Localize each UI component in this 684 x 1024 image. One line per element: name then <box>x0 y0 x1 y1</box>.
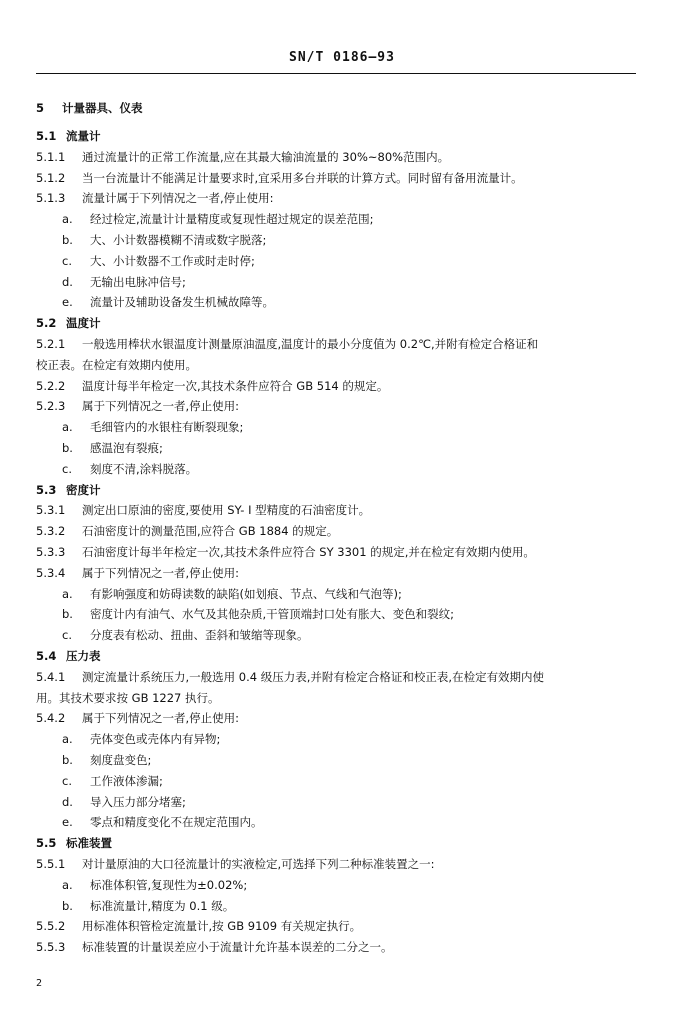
clause-number: b. <box>62 753 73 767</box>
clause-text: 温度计 <box>66 316 101 331</box>
clause-text: 属于下列情况之一者,停止使用: <box>82 711 240 726</box>
clause-number: b. <box>62 607 73 622</box>
clause-text: 通过流量计的正常工作流量,应在其最大输油流量的 30%~80%范围内。 <box>82 149 450 164</box>
clause-line <box>36 545 642 559</box>
clause-text: 分度表有松动、扭曲、歪斜和皱缩等现象。 <box>90 628 309 643</box>
clause-line <box>36 379 642 393</box>
clause-text: 测定出口原油的密度,要使用 SY- I 型精度的石油密度计。 <box>82 503 371 518</box>
clause-text: 标准装置 <box>66 836 112 851</box>
clause-text: 零点和精度变化不在规定范围内。 <box>90 815 263 830</box>
list-item <box>62 795 642 809</box>
clause-text: 经过检定,流量计计量精度或复现性超过规定的误差范围; <box>90 212 374 227</box>
section-heading <box>36 101 642 115</box>
header-doc-code: SN/T 0186—93 <box>289 50 395 65</box>
list-item <box>62 233 642 247</box>
clause-number: 5.1.3 <box>36 191 66 206</box>
clause-text: 流量计 <box>66 129 101 143</box>
section-title: 计量器具、仪表 <box>62 101 143 115</box>
list-item <box>62 420 642 434</box>
clause-line <box>36 524 642 538</box>
subsection-heading <box>36 316 642 330</box>
list-item <box>62 774 642 788</box>
clause-number: 5.5.3 <box>36 940 66 955</box>
clause-line <box>36 670 642 684</box>
clause-text: 对计量原油的大口径流量计的实液检定,可选择下列二种标准装置之一: <box>82 857 435 871</box>
clause-text: 壳体变色或壳体内有异物; <box>90 732 221 747</box>
clause-number: 5.2.1 <box>36 337 66 351</box>
clause-number: c. <box>62 628 72 643</box>
clause-text: 流量计属于下列情况之一者,停止使用: <box>82 191 274 206</box>
clause-number: 5.3.3 <box>36 545 66 559</box>
clause-text: 流量计及辅助设备发生机械故障等。 <box>90 295 274 310</box>
clause-line <box>36 337 642 351</box>
clause-text: 石油密度计每半年检定一次,其技术条件应符合 SY 3301 的规定,并在检定有效期内使用。 <box>82 545 535 559</box>
clause-number: 5.1.1 <box>36 149 66 164</box>
subsection-heading <box>36 129 642 143</box>
clause-line <box>36 919 642 933</box>
clause-line <box>36 940 642 954</box>
clause-text: 用。其技术要求按 GB 1227 执行。 <box>36 690 220 705</box>
clause-text: 标准体积管,复现性为±0.02%; <box>90 877 248 892</box>
clause-line <box>36 503 642 517</box>
clause-text: 用标准体积管检定流量计,按 GB 9109 有关规定执行。 <box>82 919 362 934</box>
clause-text: 大、小计数器模糊不清或数字脱落; <box>90 233 267 247</box>
clause-number: e. <box>62 295 73 310</box>
clause-number: b. <box>62 441 73 455</box>
clause-text: 校正表。在检定有效期内使用。 <box>36 357 197 372</box>
clause-number: 5.4.1 <box>36 669 66 684</box>
list-item <box>62 254 642 268</box>
clause-number: 5.3.1 <box>36 503 66 518</box>
clause-number: b. <box>62 233 73 247</box>
clause-line <box>36 191 642 205</box>
clause-number: d. <box>62 794 73 809</box>
clause-text: 工作液体渗漏; <box>90 773 163 788</box>
clause-number: 5.4.2 <box>36 711 66 726</box>
clause-line <box>36 150 642 164</box>
clause-number: 5.1.2 <box>36 170 66 185</box>
clause-line <box>36 171 642 185</box>
clause-number: a. <box>62 586 73 601</box>
list-item <box>62 899 642 913</box>
header-rule <box>36 73 636 74</box>
clause-text: 大、小计数器不工作或时走时停; <box>90 253 255 268</box>
clause-text: 石油密度计的测量范围,应符合 GB 1884 的规定。 <box>82 524 339 539</box>
clause-line <box>36 711 642 725</box>
clause-text: 密度计 <box>66 482 101 497</box>
list-item <box>62 462 642 476</box>
clause-text: 刻度不清,涂料脱落。 <box>90 461 198 476</box>
clause-number: 5.5 <box>36 836 57 851</box>
clause-text: 属于下列情况之一者,停止使用: <box>82 399 240 414</box>
clause-line <box>36 399 642 413</box>
clause-number: 5.5.2 <box>36 919 66 934</box>
page-number: 2 <box>36 978 43 989</box>
clause-text: 密度计内有油气、水气及其他杂质,干管顶端封口处有胀大、变色和裂纹; <box>90 607 455 622</box>
list-item <box>62 732 642 746</box>
clause-number: 5.3.2 <box>36 524 66 539</box>
clause-number: 5.2.3 <box>36 399 66 414</box>
list-item <box>62 628 642 642</box>
clause-text: 测定流量计系统压力,一般选用 0.4 级压力表,并附有检定合格证和校正表,在检定有效期内使 <box>82 669 545 684</box>
clause-text: 毛细管内的水银柱有断裂现象; <box>90 420 244 435</box>
clause-text: 有影响强度和妨碍读数的缺陷(如划痕、节点、气线和气泡等); <box>90 586 402 601</box>
clause-number: d. <box>62 274 73 289</box>
clause-number: c. <box>62 461 72 476</box>
list-item <box>62 607 642 621</box>
clause-number: a. <box>62 420 73 435</box>
clause-number: 5.3.4 <box>36 565 66 580</box>
clause-number: 5.4 <box>36 649 57 663</box>
clause-text: 属于下列情况之一者,停止使用: <box>82 565 240 580</box>
clause-number: 5.1 <box>36 129 57 143</box>
subsection-heading <box>36 483 642 497</box>
list-item <box>62 815 642 829</box>
clause-text: 压力表 <box>66 649 101 663</box>
list-item <box>62 878 642 892</box>
clause-number: e. <box>62 815 73 830</box>
subsection-heading <box>36 836 642 850</box>
clause-number: 5.5.1 <box>36 857 66 871</box>
subsection-heading <box>36 649 642 663</box>
clause-text: 感温泡有裂痕; <box>90 441 163 455</box>
clause-number: a. <box>62 732 73 747</box>
clause-continuation <box>36 358 642 372</box>
clause-text: 导入压力部分堵塞; <box>90 794 186 809</box>
section-number: 5 <box>36 101 45 115</box>
clause-line <box>36 566 642 580</box>
list-item <box>62 295 642 309</box>
clause-text: 当一台流量计不能满足计量要求时,宜采用多台并联的计算方式。同时留有备用流量计。 <box>82 170 523 185</box>
clause-number: 5.3 <box>36 482 57 497</box>
clause-number: b. <box>62 898 73 913</box>
list-item <box>62 753 642 767</box>
list-item <box>62 441 642 455</box>
list-item <box>62 212 642 226</box>
clause-number: 5.2 <box>36 316 57 331</box>
clause-number: c. <box>62 253 72 268</box>
clause-number: 5.2.2 <box>36 378 66 393</box>
clause-number: a. <box>62 877 73 892</box>
clause-text: 无输出电脉冲信号; <box>90 274 186 289</box>
list-item <box>62 587 642 601</box>
clause-text: 标准装置的计量误差应小于流量计允许基本误差的二分之一。 <box>82 940 393 955</box>
clause-number: a. <box>62 212 73 227</box>
clause-text: 一般选用棒状水银温度计测量原油温度,温度计的最小分度值为 0.2℃,并附有检定合格证和 <box>82 337 539 351</box>
clause-continuation <box>36 691 642 705</box>
clause-line <box>36 857 642 871</box>
clause-text: 标准流量计,精度为 0.1 级。 <box>90 898 235 913</box>
clause-text: 刻度盘变色; <box>90 753 152 767</box>
clause-number: c. <box>62 773 72 788</box>
clause-text: 温度计每半年检定一次,其技术条件应符合 GB 514 的规定。 <box>82 378 389 393</box>
list-item <box>62 275 642 289</box>
